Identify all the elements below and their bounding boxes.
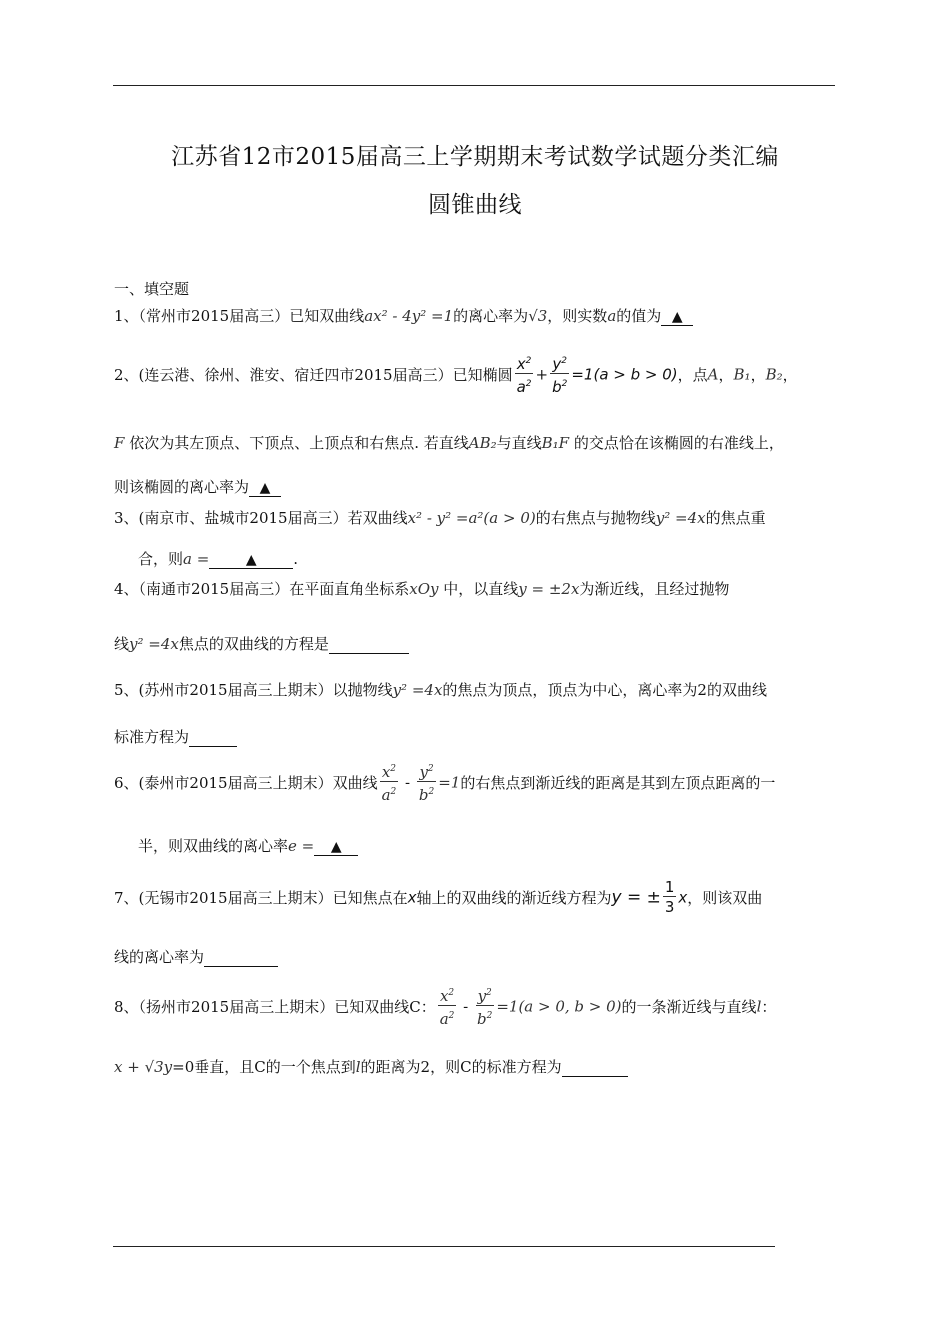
footer-rule (113, 1246, 775, 1247)
question-6: 6、(泰州市2015届高三上期末）双曲线 $\frac{x^2}{a^2}$ - $\frac{y^2}{b^2}$ =1的右焦点到渐近线的距离是其到左顶点距离的一 (114, 760, 775, 805)
q1-eccentricity: √3 (528, 307, 548, 325)
answer-blank (562, 1058, 628, 1077)
answer-blank: ▲ (209, 550, 293, 569)
question-5: 5、(苏州市2015届高三上期末）以抛物线y² =4x的焦点为顶点，顶点为中心，离心率为2的双曲线 (114, 681, 767, 699)
q8-frac-y: $\frac{y^2}{b^2}$ (475, 984, 494, 1029)
document-subtitle: 圆锥曲线 (428, 192, 522, 218)
question-3-line2: 合，则a = ▲ . (138, 550, 299, 568)
q7-fraction: $\frac{1}{3}$ (664, 878, 675, 916)
q6-frac-x: $\frac{x^2}{a^2}$ (380, 760, 399, 805)
q8-frac-x: $\frac{x^2}{a^2}$ (438, 984, 457, 1029)
question-3: 3、(南京市、盐城市2015届高三）若双曲线x² - y² =a²(a > 0)的右焦点与抛物线y² =4x的焦点重 (114, 509, 766, 527)
question-4: 4、（南通市2015届高三）在平面直角坐标系xOy 中，以直线y = ±2x为渐近线，且经过抛物 (114, 580, 730, 598)
question-4-line2: 线y² =4x焦点的双曲线的方程是 (114, 633, 409, 654)
answer-blank (189, 728, 237, 747)
section-heading: 一、填空题 (114, 280, 190, 298)
question-2-line2: F 依次为其左顶点、下顶点、上顶点和右焦点. 若直线AB₂与直线B₁F 的交点恰在该椭圆的右准线上， (114, 434, 784, 452)
answer-blank: ▲ (249, 478, 281, 497)
question-7: 7、(无锡市2015届高三上期末）已知焦点在x轴上的双曲线的渐近线方程为y = ± $\frac{1}{3}$ x，则该双曲 (114, 878, 763, 916)
question-8-line2: x + √3y=0垂直，且C的一个焦点到l的距离为2，则C的标准方程为 (114, 1056, 628, 1077)
q1-equation: ax² - 4y² =1 (364, 307, 454, 325)
answer-blank (329, 635, 409, 654)
question-5-line2: 标准方程为 (114, 726, 237, 747)
header-rule (113, 85, 835, 86)
question-6-line2: 半，则双曲线的离心率e = ▲ (138, 835, 358, 856)
question-2-line3: 则该椭圆的离心率为 ▲ (114, 476, 281, 497)
question-7-line2: 线的离心率为 (114, 946, 278, 967)
answer-blank: ▲ (661, 307, 693, 326)
q2-frac-x: $\frac{x^2}{a^2}$ (515, 352, 534, 397)
q2-frac-y: $\frac{y^2}{b^2}$ (550, 352, 569, 397)
document-title: 江苏省12市2015届高三上学期期末考试数学试题分类汇编 (171, 144, 779, 170)
question-1: 1、（常州市2015届高三）已知双曲线ax² - 4y² =1的离心率为√3，则实数a的值为 ▲ (114, 305, 693, 326)
question-8: 8、（扬州市2015届高三上期末）已知双曲线C： $\frac{x^2}{a^2}$ - $\frac{y^2}{b^2}$ =1(a > 0, b > 0)的一条渐近线与直线l： (114, 984, 776, 1029)
answer-blank (204, 948, 278, 967)
answer-blank: ▲ (314, 837, 358, 856)
q6-frac-y: $\frac{y^2}{b^2}$ (417, 760, 436, 805)
question-2: 2、(连云港、徐州、淮安、宿迁四市2015届高三）已知椭圆 $\frac{x^2}{a^2}$ + $\frac{y^2}{b^2}$ =1(a > b > 0)，点A，B₁，B₂， (114, 352, 798, 397)
